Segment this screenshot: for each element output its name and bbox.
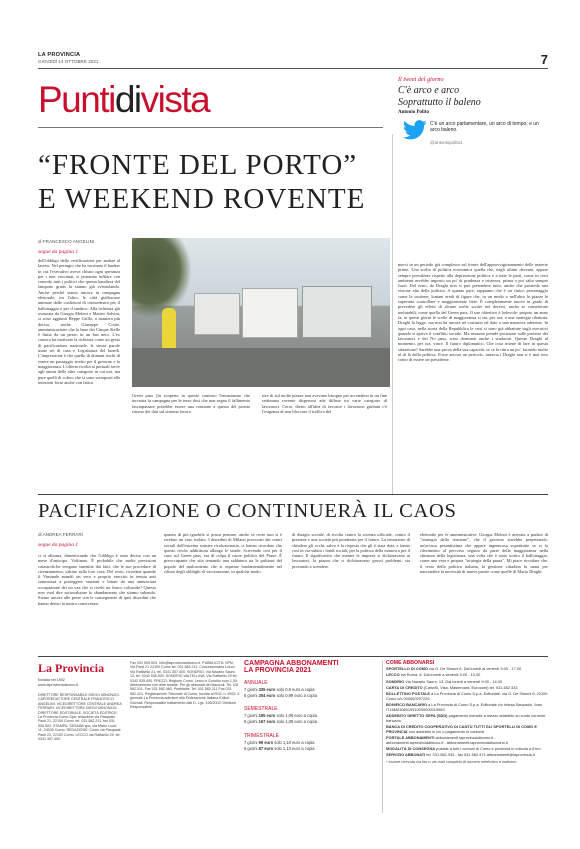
how-to-item-text: con addebito in c/c o pagamento in contanti: [408, 728, 484, 734]
photo-truck-3: [302, 286, 372, 338]
section-title-part2: di: [114, 79, 141, 120]
how-to-item: [386, 725, 548, 734]
how-to-footnote: * Inviare ricevuta via fax o via mail completa di numero telefonico e indirizzo: [386, 758, 517, 764]
price-days: 7 giorni: [244, 739, 258, 745]
masthead-date: GIOVEDÌ 14 OTTOBRE 2021: [38, 59, 99, 64]
subscription-group-name: TRIMESTRALE: [244, 732, 280, 739]
subscription-group: [244, 706, 378, 724]
photo-truck-1: [194, 293, 240, 335]
tweet-body: C'è un arco parlamentare, un arco di tempo, e un arco baleno.: [430, 121, 539, 134]
tweet-headline-1: C'è arco e arco: [398, 85, 460, 96]
price-amount: 87 euro: [258, 745, 274, 751]
how-to-item-text: a La Provincia di Como S.p.a. Editoriale c/c Intesa Sanpaolo, Iban IT16M0306910910000000015963: [386, 702, 542, 712]
article1-col4: merci in un periodo già complesso sul fronte dell'approvvigionamento delle materie prime. Una scelta di politica economica quella che, negli ultimi decenni, appare sempre prevalente rispetto alla depressione politica e a tutte le parti, come in certi ambienti avrebbe imposto un po' di prudenza e tristezza, prima o poi salta sempre fuori. Del resto, da Draghi non si può pretendere tutto, anche che possieda una visione alta della politica. A quanto pare, sappiamo che è un cinico personaggio come la sostiene, lontani eredi di figure che, in un modo o nell'altro le piazze le sapevano controllare e maggiormente fatte. È completamente nuovo in grado di prevedere gli effetti di alcune scelte scritte nei decreti, anche se considerate inelutabili, come quella del Green pass. Il suo obiettivo è lodevole: proprio un anno fa, in questi giorni le scelte di maggioranza si sta, per ora, a una strategia ribattuta. Draghi la legge, ma non ha ancora né costruito né dato a una manovra aderente. In ogni caso, nella storia della Repubblica le crisi si sono già abbattute sugli esecutivi quando si apriva il conflitto sociale. Ma nessuno prende posizione sulle proteste dei lavoratori e dei No pass, sono dominati anche i sindacati. Questo Draghi al momento, per ora, vince. Il futuro diplomatico. Che cosa ritiene di fare in questa situazione? Sarebbe una prova della sua capacità, se ce la ritira un po', facendo molto al di là della politica. Forse ancora un pericolo, tuttavia i Draghi non si è mai reso conto di essere un presidente.: [398, 262, 548, 363]
how-to-item-label: SERVIZIO ABBONATI: [386, 752, 426, 758]
how-to-item: [386, 753, 548, 758]
price-amount: 99 euro: [258, 739, 274, 745]
subscription-groups: [244, 680, 378, 751]
how-to-item-label: SONDRIO: [386, 678, 405, 684]
price-per-copy: solo 1,08 euro a copia: [276, 713, 317, 719]
how-to-item-label: BANCA DI CREDITO COOPERATIVO DI CANTÙ TUTTI GLI SPORTELLI DI COMO E PROVINCIA: [386, 724, 538, 734]
how-to-item: [386, 667, 548, 672]
price-days: 7 giorni: [244, 687, 258, 692]
article1-byline: di FRANCESCO ANGELINI: [38, 239, 95, 244]
how-to-item: [386, 703, 548, 712]
article1-title-line1: “FRONTE DEL PORTO”: [38, 149, 358, 181]
how-to-item-text: via Roma, 6. Dal lunedì a venerdì 9.00 - 13.00: [400, 672, 481, 678]
footer-divider: [382, 660, 383, 813]
subscription-group-name: ANNUALE: [244, 680, 268, 686]
tweet-author: Antonio Polito: [398, 110, 429, 115]
price-per-copy: solo 1,13 euro a copia: [274, 745, 315, 751]
price-amount: 304 euro: [258, 692, 276, 698]
article1-col1: dell'obbligo della certificazione per andare al lavoro. Nel pertugio che ha incrinato il bunker in cui l'esecutivo aveva chiuso ogni speranza per i non vaccinati, si potranno infilare con comodo tutti i politici che questa bandiera del lampone gratis la stanno già sventolando. Anche perché siamo ancora in campagna elettorale, tra l'altro, le città giallorosse animate dalle coalizioni di centrodestra per il ballottaggio e per il sindaco. Alla richiesta già avanzata da Giorgia Meloni e Matteo Salvini, si sono aggiunti Beppe Grillo, a maniera più decisa, anche Giuseppe Conte, amministrazione che la base dei Cinque Stelle è finita da un pezzo in un bus nero. L'ex comico ha motivato la richiesta come un gesto di pacificazione nazionale, le stesse parole usate sei di casa e Legislatura del lunedì. L'impressione è che quello di domani rischi di essere un passaggio stretto per il governo e la maggioranza. L'offerta rivolta ai portuali serve agli animi delle altre categorie in cui noi, ma pure quelli di coloro che si sono sottoposti alle iniezioni forse anche con fatica.: [38, 258, 120, 385]
how-to-item-text: abbonamenti.laprovinciadicomo.it - abbonamenti.laprovinciadilecco.it - abbonamenti.laprovinciadisondrio.it: [386, 735, 508, 745]
footer-site: www.laprovinciadicomo.it: [38, 683, 79, 687]
how-to-title: COME ABBONARSI: [386, 660, 435, 666]
how-to-item-label: ADDEBITO DIRETTO SEPA (SDD): [386, 713, 448, 719]
photo-road: [132, 348, 390, 387]
subscription-group: [244, 680, 378, 698]
article2-continued: segue da pagina 1: [38, 542, 79, 548]
price-days: 6 giorni: [244, 745, 258, 751]
subscriptions-title-2: LA PROVINCIA 2021: [244, 667, 312, 674]
how-to-item-text: pagamento mensile a mezzo addebito su conto corrente bancario: [386, 713, 546, 723]
how-to-box: [386, 660, 548, 813]
how-to-item: [386, 673, 548, 678]
article2-col2: quanto di più ignobile si possa pensare, anche se certo non si è rivelato un caso isolato. I disordini di Milano provocati dai centri sociali dell'estrema sinistra rivoluzionaria, ci hanno ricordato che questo rivolo addirittura allungo le strade. Scrivendo così per il caos sul Green pass, era di colpa il cuore politico del Paese. È preoccupante che stia tentando una saldatura tra le pulsioni del popolo del malcontento che si esprime fondamentalmente nel rifiuto degli obblighi di vaccinazione, in qualche modo.: [164, 532, 282, 575]
how-to-item: [386, 736, 548, 745]
photo-truck-2: [242, 288, 298, 338]
article1-col3: tore di sul molte piazze non avevano bisogno per accendersi in un fine settimana rovente dispersosi ade diffuse tra varie categorie di lavoratori. Certo, dietro all'idea di favorire i lavoratori giuliani c'è l'esigenza di non bloccare il traffico del: [262, 393, 387, 414]
how-to-item: [386, 680, 548, 685]
how-to-item-label: BONIFICO BANCARIO: [386, 702, 428, 708]
masthead: [38, 52, 548, 74]
how-to-item-label: MODALITÀ DI CONSEGNA: [386, 746, 436, 752]
price-days: 6 giorni: [244, 719, 258, 725]
how-to-item: [386, 692, 548, 701]
tweet-box: [398, 76, 548, 262]
subscription-group-name: SEMESTRALE: [244, 706, 278, 713]
twitter-bird-icon: [403, 120, 427, 142]
how-to-item-label: LECCO: [386, 672, 400, 678]
price-per-copy: solo 0,9 euro a copia: [276, 687, 315, 692]
article1-divider: [392, 134, 393, 494]
footer-founded: fondata nel 1892: [38, 678, 65, 682]
subscription-price-line: [244, 693, 378, 699]
page-number: 7: [540, 52, 548, 67]
how-to-item-text: postale a tutti i comuni di Como e provincia in edicola a 8 km: [436, 746, 541, 752]
how-to-item-label: CARTA DI CREDITO: [386, 684, 423, 690]
article2-col4: elettorale per le amministrative. Giorgia Meloni è arrivata a parlare di "strategia della tensione", che il governo starebbe perpetrando: un'accusa pesantissima che appare ingenerosa soprattutto se si fa riferimento al percorso seguito da parte della maggioranza nella chiusura della legislatura, una volta che è stato scritto il ballottaggio, come una vera e propria "strategia della paura". Mi piace ricordare che, il resto della politica italiana, la gestione cittadina fu usata per nascondere la necessità di nuove parole come quelle di Mario Draghi.: [420, 532, 548, 575]
footer-rule: [38, 656, 548, 657]
price-per-copy: solo 1,08 euro a copia: [276, 719, 317, 725]
how-to-item: [386, 714, 548, 723]
subscriptions-title-1: CAMPAGNA ABBONAMENTI: [244, 660, 339, 667]
tweet-headline-2: Soprattutto il baleno: [398, 97, 481, 108]
how-to-item-text: (CartaSi, Visa, Mastercard, Eurocard) tel. 031.582.333: [423, 684, 518, 690]
how-to-item-text: via G. De Simoni 6. Dal lunedì al venerdì 9.00 - 17.00: [429, 666, 522, 671]
section-title-part3: vista: [140, 79, 210, 120]
how-to-item: [386, 686, 548, 691]
how-to-item-text: Via Nazario Sauro, 13. Dal lunedì a venerdì 9.00 - 14.00: [405, 678, 503, 684]
article2-title: PACIFICAZIONE O CONTINUERÀ IL CAOS: [38, 500, 457, 522]
price-per-copy: solo 1,10 euro a copia: [274, 739, 315, 745]
footer-brand: La Provincia: [38, 661, 105, 675]
price-days: 7 giorni: [244, 713, 258, 719]
section-rule: [38, 127, 383, 128]
article2-byline: di ANDREA FERRARI: [38, 532, 83, 537]
price-amount: 195 euro: [258, 713, 276, 719]
how-to-list: [386, 667, 548, 758]
article1-title: [38, 148, 378, 216]
price-amount: 167 euro: [258, 719, 276, 725]
article-separator: [38, 494, 548, 495]
article1-photo: [132, 238, 390, 387]
how-to-item-label: SPORTELLO DI COMO: [386, 666, 428, 671]
footer-left-info: DIRETTORE RESPONSABILE DIEGO MINONZIO. CAPOREDATTORE CENTRALE FRANCESCO ANGELINI. VICEDIRETTORE CENTRALE ANDREA FERRARI. VICEDIRETTORE DIEGO MINONZIO. DIRETTORE EDITORIALE. SOCIETÀ EDITRICE: La Provincia Como Spa, redazione via Pasquale Paoli 21, 22100 Como, tel. 031 582.211, fax 031 505.503. STAMPA: SESAAB spa, via Mario Luzzi 11, 24035 Curno. REDAZIONE: Como via Pasquale Paoli 21, 22100 Como. LECCO via Raffaello 29, tel. 0341 357.400.: [38, 693, 122, 742]
how-to-item-text: tel. 031.582.333 - fax 031.582.471 abbonamenti@laprovincia.it: [426, 752, 535, 758]
section-title: [38, 80, 209, 120]
tweet-header: Il tweet del giorno: [398, 76, 444, 83]
article1-title-line2: E WEEKEND ROVENTE: [38, 183, 366, 215]
article2-col1: ci si allarma, dimenticando che l'obbligo è stato deciso con un mese d'anticipo. Voltiamo. È probabile che molte previsioni catastrofiche vengano smentite dai fatti, che le sue procedure di cirenziamento, saltino sulla loro cosa. Del resto, ricordate quando il Viminale mandò un vero e proprio esercito in tenuta anti sommossa a proteggere stazioni e binari da una annunciata occupazione dei no vax che si rivelò un fiasco colossale? Questo non vuol dire sottovalutare lo sbandamento che stiamo subendo. Siamo ancora alle prese con le conseguenze di quei disordini che hanno deriso la nostra convivenza.: [38, 553, 156, 606]
subscription-price-line: [244, 719, 378, 725]
how-to-item-text: a La Provincia di Como S.p.a. Editoriale, via G. De Simoni 6, 22100 Como c/c 000000297226: [386, 691, 548, 701]
price-days: 6 giorni: [244, 692, 258, 698]
subscription-price-line: [244, 746, 378, 752]
section-title-part1: Punti: [38, 79, 115, 120]
tweet-handle: @antoniopolito1: [430, 140, 463, 145]
subscriptions-box: [244, 660, 378, 813]
price-amount: 335 euro: [258, 687, 276, 692]
article2-col3: di disagio sociale, di rivolta contro la scienza ufficiale, contro il presente e una società più ponderata per il futuro. La tentazione di chiudere gli occhi, salvo è la risposta che gli è stata data, e fanno così in via subito i fondi sociali, per la politica della manovra per il futuro. Il significativo che mentre le imprese si dichiaravano ai lavoratori, la piazza che ci dichiaravano grossi problemi, sta provando a scendere.: [292, 532, 410, 569]
price-per-copy: solo 0,99 euro a copia: [276, 692, 317, 698]
article1-continued: segue da pagina 1: [38, 249, 79, 255]
masthead-paper: LA PROVINCIA: [38, 52, 81, 58]
footer-mid-info: Fax 031 505.503. Info@laprovinciadicomo.it. PUBBLICITÀ: SPM, Via Paoli 21 22100 Como tel. 031 582.211. Concessionaria Lecco: Via Raffaello 21, tel. 0341 357.400. SONDRIO: Via Nazario Sauro 13, tel. 0342 535.500. SONDRIO VALTELLINA: Via Raffaello 29 tel. 0342 535.400. PREZZI: Regione Como, Lecco e Sondrio euro 1,50. Abbinamento con altre testate. Per gli abbonati dei fascicoli. Tel. 031 582.311. Fax 031 582.460. Pubblicità: Tel. 031 582.211 Fax 031 582.421. Registrazione Tribunale di Como. Iscritta al ROC n. 6932. Il giornale La Provincia aderisce alla Federazione Italiana Editori Giornali. Responsabile trattamento dati D. Lgs. 196/2003: Direttore Responsabile.: [130, 661, 240, 710]
how-to-item-label: BOLLETTINO POSTALE: [386, 691, 431, 697]
how-to-item-label: PORTALE ABBONAMENTI: [386, 735, 435, 741]
how-to-item: [386, 747, 548, 752]
masthead-rule: [38, 68, 548, 69]
photo-tree: [132, 238, 192, 318]
article1-col2: Green pass (fu scoperto in questo contesto l'entusiasmo che incontra la campagna per le terze dosi che non segna il fallimento lasciapassare potrebbe essere una reazione a questa del pronto ritorno dei dati sul sistema lavoro.: [132, 393, 250, 414]
subscription-group: [244, 733, 378, 751]
